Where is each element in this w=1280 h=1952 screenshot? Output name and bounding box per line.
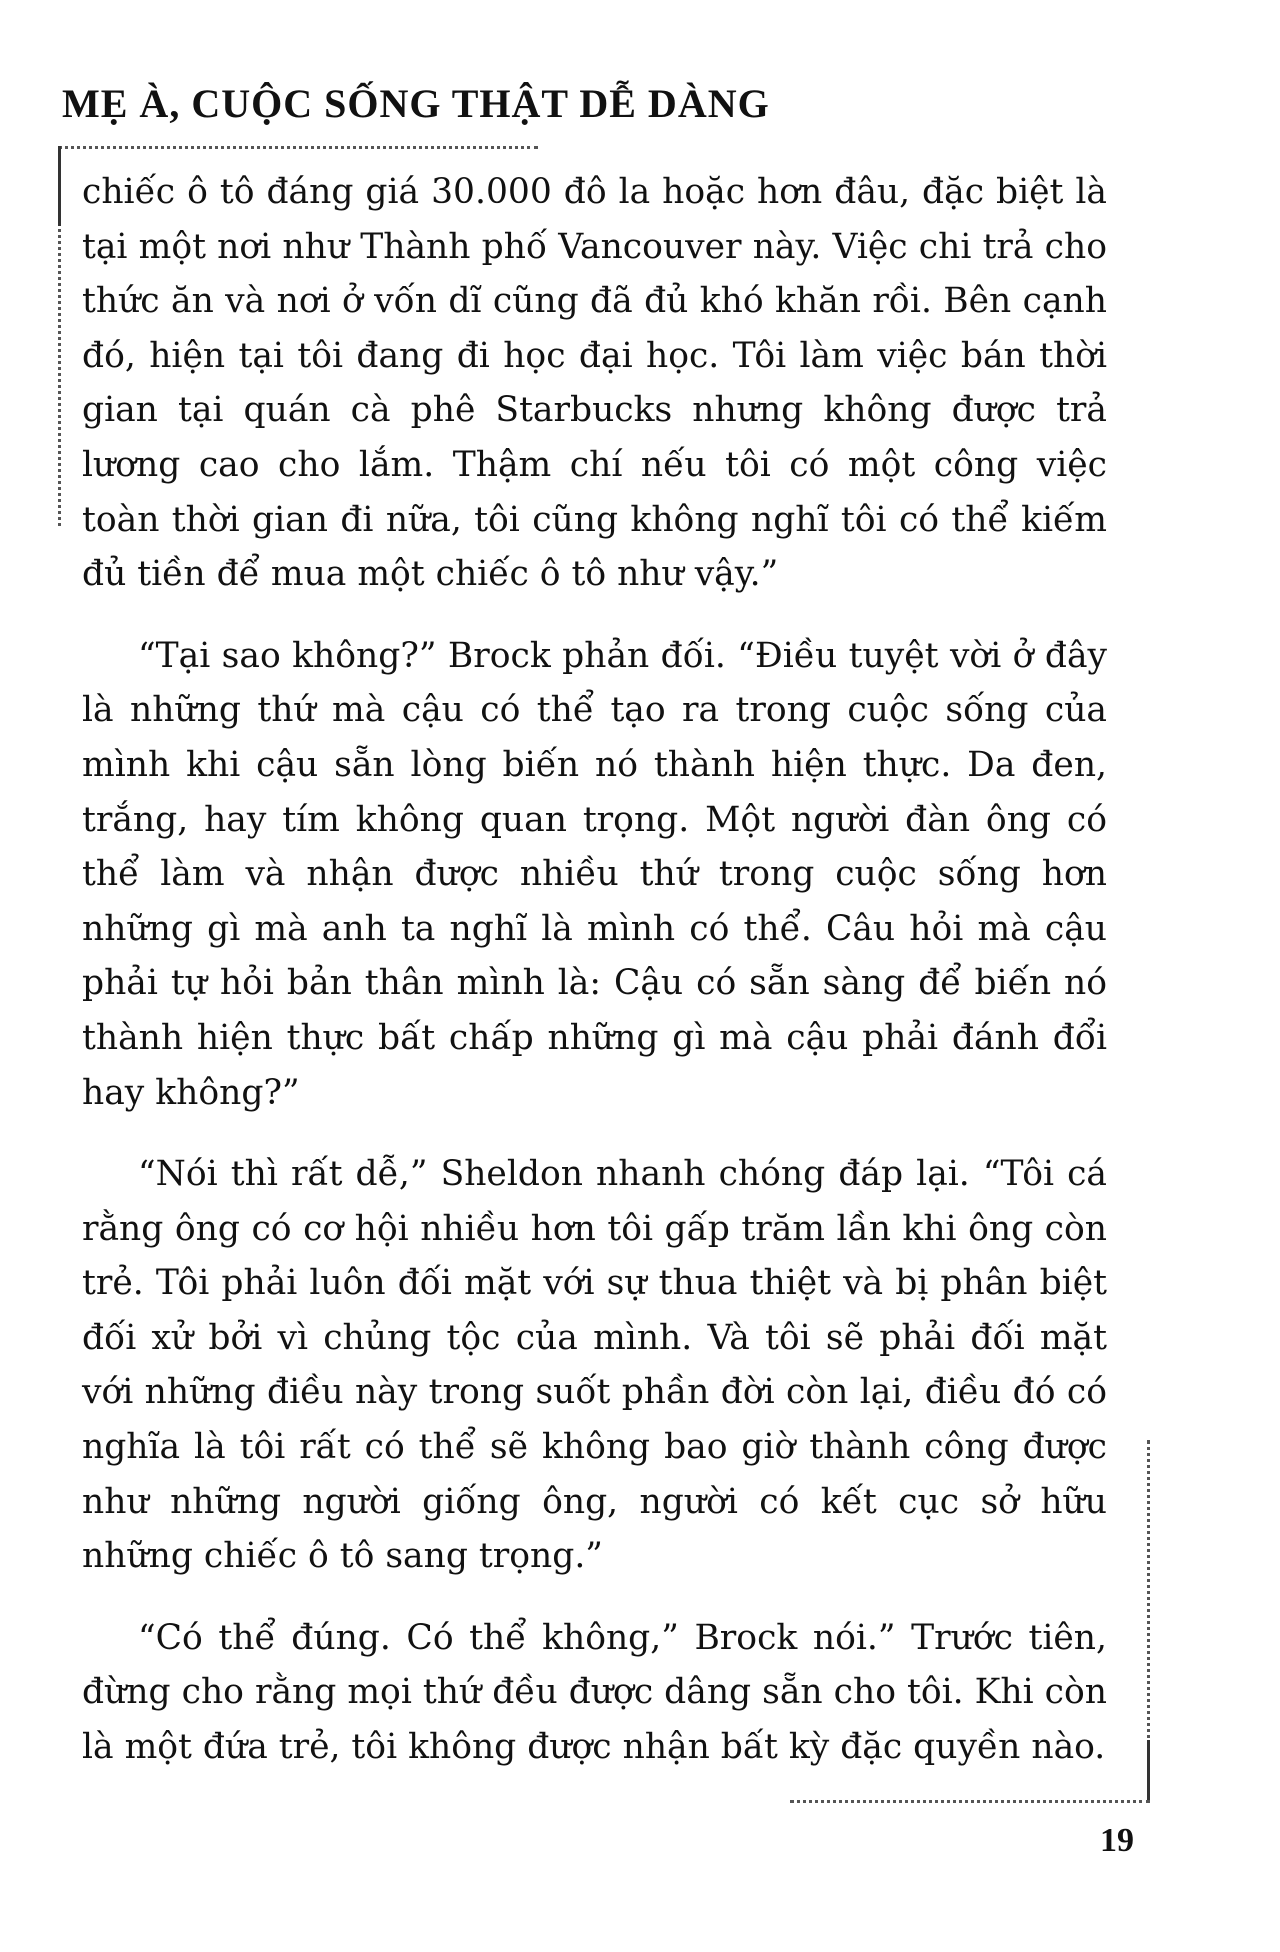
- paragraph-4: “Có thể đúng. Có thể không,” Brock nói.” Trước tiên, đừng cho rằng mọi thứ đều được dâng sẵn cho tôi. Khi còn là một đứa trẻ, tôi không được nhận bất kỳ đặc quyền nào.: [82, 1617, 1107, 1768]
- paragraph-3: “Nói thì rất dễ,” Sheldon nhanh chóng đáp lại. “Tôi cá rằng ông có cơ hội nhiều hơn tôi gấp trăm lần khi ông còn trẻ. Tôi phải luôn đối mặt với sự thua thiệt và bị phân biệt đối xử bởi vì chủng tộc của mình. Và tôi sẽ phải đối mặt với những điều này trong suốt phần đời còn lại, điều đó có nghĩa là tôi rất có thể sẽ không bao giờ thành công được như những người giống ông, người có kết cục sở hữu những chiếc ô tô sang trọng.”: [82, 1154, 1107, 1577]
- paragraph-1: chiếc ô tô đáng giá 30.000 đô la hoặc hơn đâu, đặc biệt là tại một nơi như Thành phố Vancouver này. Việc chi trả cho thức ăn và nơi ở vốn dĩ cũng đã đủ khó khăn rồi. Bên cạnh đó, hiện tại tôi đang đi học đại học. Tôi làm việc bán thời gian tại quán cà phê Starbucks nhưng không được trả lương cao cho lắm. Thậm chí nếu tôi có một công việc toàn thời gian đi nữa, tôi cũng không nghĩ tôi có thể kiếm đủ tiền để mua một chiếc ô tô như vậy.”: [82, 172, 1107, 595]
- decorative-frame-top: [58, 146, 538, 149]
- running-header-title: MẸ À, CUỘC SỐNG THẬT DỄ DÀNG: [62, 81, 770, 126]
- page-body: [82, 165, 1107, 1775]
- paragraph-2: “Tại sao không?” Brock phản đối. “Điều tuyệt vời ở đây là những thứ mà cậu có thể tạo ra trong cuộc sống của mình khi cậu sẵn lòng biến nó thành hiện thực. Da đen, trắng, hay tím không quan trọng. Một người đàn ông có thể làm và nhận được nhiều thứ trong cuộc sống hơn những gì mà anh ta nghĩ là mình có thể. Câu hỏi mà cậu phải tự hỏi bản thân mình là: Cậu có sẵn sàng để biến nó thành hiện thực bất chấp những gì mà cậu phải đánh đổi hay không?”: [82, 635, 1107, 1113]
- decorative-frame-right-accent: [1147, 1740, 1150, 1800]
- page-number: 19: [1100, 1822, 1134, 1859]
- decorative-frame-bottom: [790, 1800, 1150, 1803]
- decorative-frame-left-accent: [58, 146, 61, 226]
